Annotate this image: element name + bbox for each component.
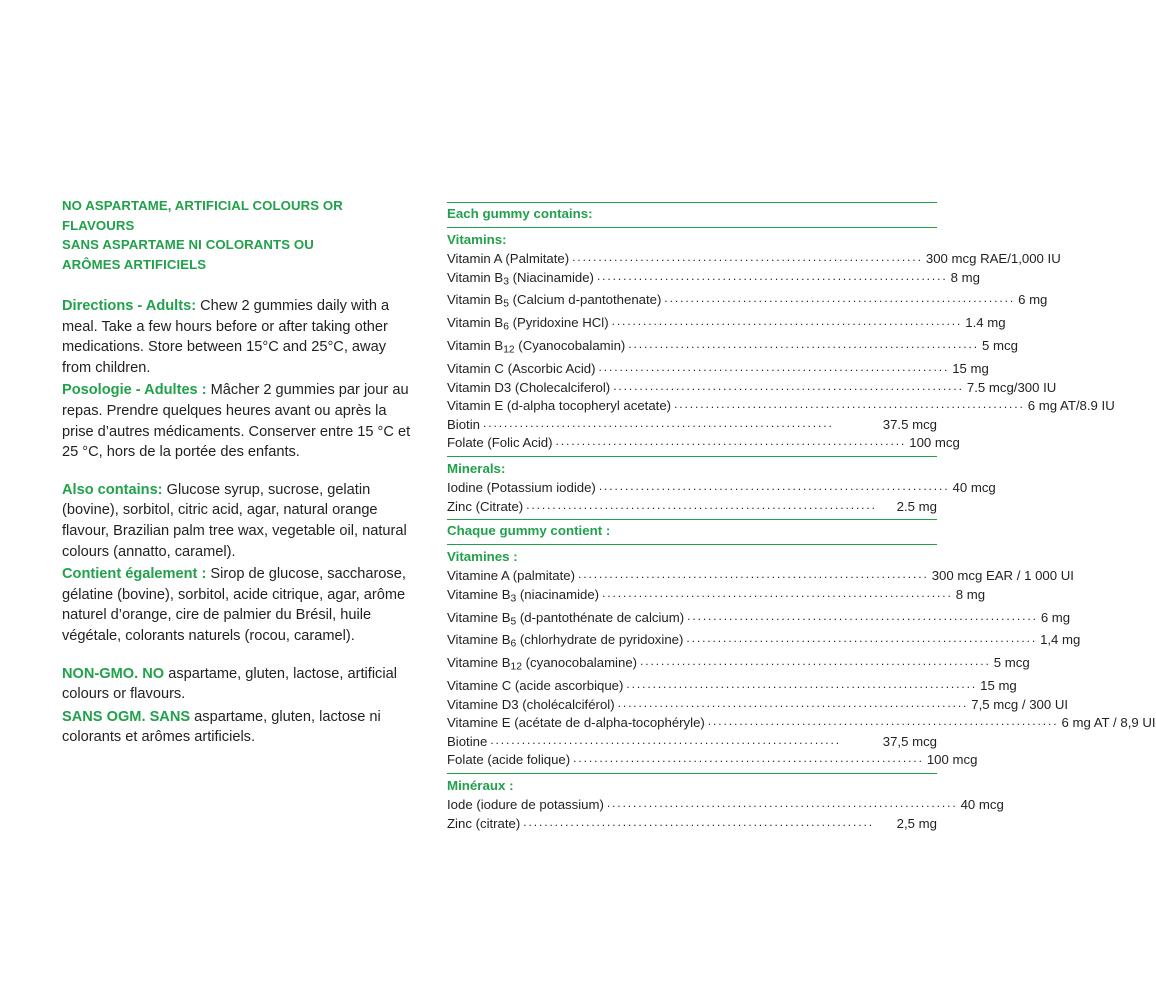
- nutrient-row: [447, 314, 1006, 337]
- dot-leader: ...................................................................: [640, 654, 991, 669]
- nutrient-value: 300 mcg RAE/1,000 IU: [925, 251, 1061, 266]
- nutrient-row: [447, 608, 1071, 632]
- dot-leader: ...................................................................: [606, 796, 958, 811]
- dot-leader: ...................................................................: [598, 478, 950, 493]
- nutrient-value: 1,4 mg: [1040, 632, 1081, 648]
- nutrient-row: [447, 585, 986, 609]
- non-gmo-english: [62, 664, 412, 705]
- nutrient-value: 300 mcg EAR / 1 000 UI: [931, 568, 1074, 584]
- nutrient-value: 8 mg: [950, 269, 980, 285]
- directions-french-body: Mâcher 2 gummies par jour au repas. Prendre quelques heures avant ou après la prise d’autres médicaments. Conserver entre 15 °C et 25 °C, hors de la portée des enfants.: [62, 382, 411, 461]
- vitamins-heading-en: Vitamins:: [447, 232, 507, 247]
- nutrient-name: Zinc (citrate): [447, 815, 521, 831]
- dot-leader: ...................................................................: [578, 567, 929, 582]
- nutrient-row: [447, 268, 980, 292]
- nutrient-row: [447, 751, 978, 770]
- nutrient-value: 2.5 mg: [896, 498, 937, 514]
- nutrient-name: Biotine: [447, 733, 488, 749]
- vitamines-heading-fr: Vitamines :: [447, 549, 518, 565]
- dot-leader: ...................................................................: [687, 608, 1038, 623]
- nutrient-name: Biotin: [447, 416, 480, 432]
- non-gmo-french: [62, 707, 412, 748]
- supplement-facts-panel: [447, 199, 1156, 833]
- nutrient-name: Vitamin C (Ascorbic Acid): [447, 360, 596, 376]
- also-contains-french: [62, 564, 412, 646]
- nutrient-value: 5 mcg: [982, 338, 1018, 354]
- vitamins-list-en: [447, 250, 1115, 453]
- no-aspartame-headline: [62, 196, 412, 274]
- nutrient-value: 100 mcg: [909, 435, 960, 451]
- nutrient-name: Vitamine C (acide ascorbique): [447, 678, 624, 694]
- nutrient-row: [447, 291, 1048, 314]
- left-column: [62, 196, 412, 750]
- dot-leader: ...................................................................: [686, 631, 1038, 646]
- nutrient-value: 6 mg: [1040, 609, 1071, 625]
- nutrient-value: 15 mg: [952, 360, 989, 376]
- directions-french: [62, 380, 412, 462]
- nutrient-name: Vitamin E (d-alpha tocopheryl acetate): [447, 398, 672, 414]
- nutrient-name: Vitamine $B_5$ (d-pantothénate de calcium): [447, 609, 685, 627]
- nutrient-row: [447, 498, 937, 517]
- nutrient-name: Vitamin $B_6$ (Pyridoxine HCl): [447, 315, 609, 333]
- nutrient-row: [447, 815, 937, 834]
- dot-leader: ...................................................................: [490, 732, 842, 747]
- non-gmo-english-body: aspartame, gluten, lactose, artificial colours or flavours.: [62, 665, 397, 703]
- nutrient-value: 40 mcg: [960, 797, 1004, 813]
- nutrient-value: 6 mg: [1018, 292, 1048, 308]
- also-contains-english-body: Glucose syrup, sucrose, gelatin (bovine), sorbitol, citric acid, agar, natural orange flavour, Brazilian palm tree wax, vegetable oil, natural colours (annatto, caramel).: [62, 481, 407, 560]
- nutrient-value: 8 mg: [955, 586, 986, 602]
- nutrient-name: Iode (iodure de potassium): [447, 797, 604, 813]
- nutrient-row: [447, 631, 1081, 654]
- nutrient-name: Vitamine A (palmitate): [447, 568, 576, 584]
- directions-english-lead: Directions - Adults:: [62, 298, 197, 314]
- nutrient-name: Vitamin $B_5$ (Calcium d-pantothenate): [447, 292, 662, 310]
- headline-line-2: SANS ASPARTAME NI COLORANTS OU: [62, 237, 314, 252]
- non-gmo-french-body: aspartame, gluten, lactose ni colorants et arômes artificiels.: [62, 708, 381, 746]
- dot-leader: ...................................................................: [555, 434, 907, 449]
- nutrient-value: 15 mg: [980, 678, 1017, 694]
- nutrient-value: 37,5 mcg: [882, 733, 937, 749]
- nutrient-value: 5 mcg: [993, 655, 1030, 671]
- nutrient-value: 6 mg AT/8.9 IU: [1027, 398, 1115, 414]
- nutrient-value: 7,5 mcg / 300 UI: [971, 696, 1069, 712]
- nutrient-row: [447, 337, 1018, 360]
- directions-french-lead: Posologie - Adultes :: [62, 382, 207, 399]
- dot-leader: ...................................................................: [611, 314, 963, 329]
- minerals-list-fr: [447, 796, 1004, 833]
- vitamins-list-fr: [447, 567, 1156, 770]
- nutrient-value: 2,5 mg: [896, 815, 937, 831]
- directions-english: [62, 296, 412, 378]
- nutrient-name: Folate (acide folique): [447, 752, 571, 768]
- nutrient-value: 1.4 mg: [965, 315, 1006, 331]
- nutrient-name: Vitamin $B_{12}$ (Cyanocobalamin): [447, 338, 626, 356]
- non-gmo-english-lead: NON-GMO. NO: [62, 665, 165, 682]
- dot-leader: ...................................................................: [573, 751, 924, 766]
- nutrient-value: 40 mcg: [952, 479, 996, 495]
- also-contains-english-lead: Also contains:: [62, 481, 163, 498]
- each-gummy-contains-heading: Each gummy contains:: [447, 206, 593, 221]
- dot-leader: ...................................................................: [523, 814, 874, 829]
- dot-leader: ...................................................................: [596, 268, 948, 283]
- nutrient-name: Vitamine D3 (cholécalciférol): [447, 696, 615, 712]
- mineraux-heading-fr: Minéraux :: [447, 778, 514, 794]
- dot-leader: ...................................................................: [617, 695, 969, 710]
- dot-leader: ...................................................................: [572, 250, 923, 264]
- headline-line-3: ARÔMES ARTIFICIELS: [62, 256, 207, 272]
- dot-leader: ...................................................................: [626, 677, 978, 692]
- chaque-gummy-contient-heading: Chaque gummy contient :: [447, 523, 611, 539]
- nutrient-row: [447, 434, 960, 453]
- headline-line-1: NO ASPARTAME, ARTIFICIAL COLOURS OR FLAVOURS: [62, 198, 343, 233]
- nutrient-name: Iodine (Potassium iodide): [447, 479, 596, 495]
- nutrient-name: Vitamine $B_6$ (chlorhydrate de pyridoxine): [447, 632, 684, 650]
- non-gmo-french-lead: SANS OGM. SANS: [62, 708, 191, 725]
- dot-leader: ...................................................................: [674, 397, 1025, 412]
- dot-leader: ...................................................................: [628, 337, 980, 352]
- nutrient-value: 6 mg AT / 8,9 UI: [1061, 715, 1156, 731]
- nutrient-name: Zinc (Citrate): [447, 498, 524, 514]
- dot-leader: ...................................................................: [707, 714, 1059, 729]
- nutrient-name: Vitamin $B_3$ (Niacinamide): [447, 269, 594, 287]
- dot-leader: ...................................................................: [602, 585, 953, 600]
- dot-leader: ...................................................................: [526, 497, 877, 512]
- nutrient-name: Folate (Folic Acid): [447, 435, 553, 451]
- nutrient-value: 37.5 mcg: [882, 416, 937, 432]
- nutrient-name: Vitamin D3 (Cholecalciferol): [447, 379, 611, 395]
- also-contains-french-body: Sirop de glucose, saccharose, gélatine (bovine), sorbitol, acide citrique, agar, arôme naturel d’orange, cire de palmier du Brésil, huile végétale, colorants naturels (rocou, caramel).: [62, 566, 406, 644]
- minerals-list-en: [447, 478, 996, 516]
- nutrient-name: Vitamine E (acétate de d-alpha-tocophéryle): [447, 715, 705, 731]
- dot-leader: ...................................................................: [483, 415, 834, 430]
- also-contains-french-lead: Contient également :: [62, 566, 207, 583]
- nutrient-value: 7.5 mcg/300 IU: [966, 379, 1057, 395]
- nutrient-value: 100 mcg: [926, 752, 978, 768]
- nutrient-name: Vitamine $B_{12}$ (cyanocobalamine): [447, 655, 638, 673]
- dot-leader: ...................................................................: [664, 291, 1016, 306]
- minerals-heading-en: Minerals:: [447, 460, 506, 476]
- dot-leader: ...................................................................: [598, 359, 950, 374]
- nutrient-name: Vitamine $B_3$ (niacinamide): [447, 586, 600, 604]
- also-contains-english: [62, 480, 412, 562]
- nutrient-name: Vitamin A (Palmitate): [447, 251, 570, 266]
- directions-english-body: Chew 2 gummies daily with a meal. Take a few hours before or after taking other medications. Store between 15°C and 25°C, away from children.: [62, 298, 390, 376]
- dot-leader: ...................................................................: [613, 378, 964, 393]
- nutrient-row: [447, 654, 1030, 677]
